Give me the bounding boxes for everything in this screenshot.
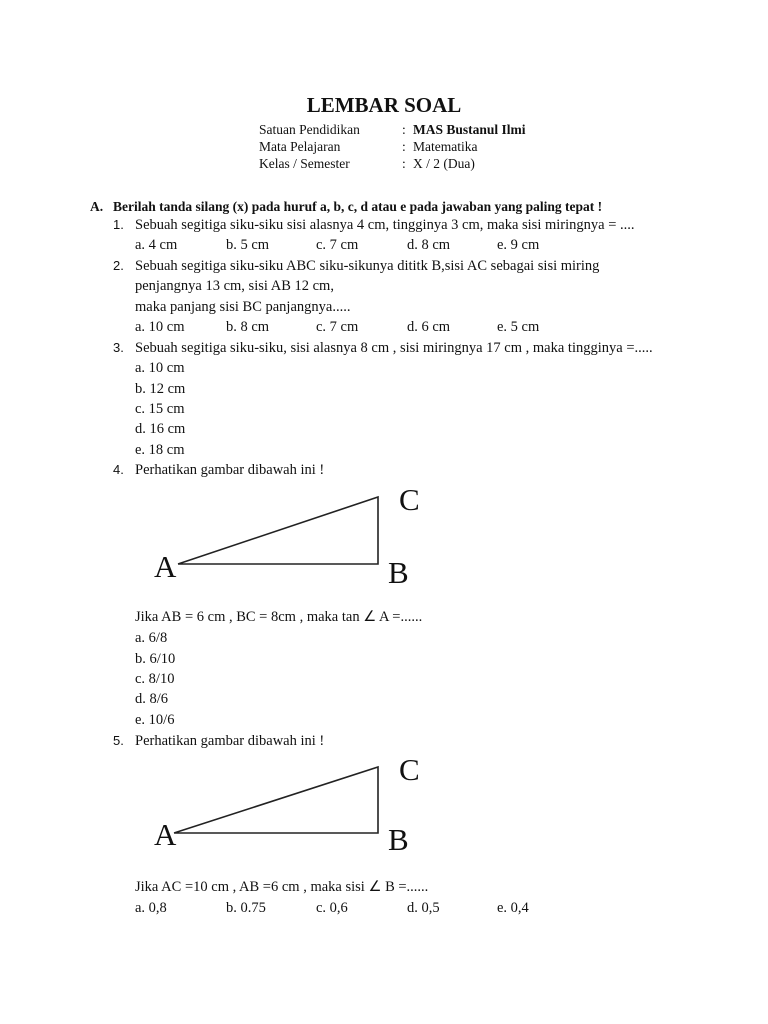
section-instruction: Berilah tanda silang (x) pada huruf a, b, c, d atau e pada jawaban yang paling tepat ! (113, 199, 603, 214)
question-number: 1. (113, 217, 124, 232)
question-prompt: Jika AB = 6 cm , BC = 8cm , maka tan ∠ A =...... (135, 609, 423, 625)
answer-option[interactable]: b. 0.75 (226, 900, 266, 916)
triangle-outline (178, 497, 378, 564)
vertex-label-a: A (154, 817, 177, 852)
answer-option[interactable]: e. 18 cm (135, 442, 185, 458)
header-label-class: Kelas / Semester (259, 156, 350, 171)
question-number: 5. (113, 733, 124, 748)
header-sep-subject: : (402, 139, 406, 154)
answer-option[interactable]: e. 5 cm (497, 319, 540, 335)
answer-option[interactable]: d. 8 cm (407, 237, 451, 253)
question-text: Sebuah segitiga siku-siku sisi alasnya 4 cm, tingginya 3 cm, maka sisi miringnya = .... (135, 217, 635, 233)
vertex-label-b: B (388, 822, 409, 857)
question-text: Perhatikan gambar dibawah ini ! (135, 462, 325, 478)
answer-option[interactable]: c. 7 cm (316, 237, 359, 253)
question-text: Sebuah segitiga siku-siku, sisi alasnya 8 cm , sisi miringnya 17 cm , maka tingginya =..... (135, 340, 653, 356)
answer-option[interactable]: a. 10 cm (135, 360, 185, 376)
answer-option[interactable]: e. 0,4 (497, 900, 529, 916)
answer-option[interactable]: a. 4 cm (135, 237, 178, 253)
question-text: Perhatikan gambar dibawah ini ! (135, 733, 325, 749)
answer-option[interactable]: d. 16 cm (135, 421, 186, 437)
answer-option[interactable]: e. 9 cm (497, 237, 540, 253)
answer-option[interactable]: b. 5 cm (226, 237, 270, 253)
question-text: Sebuah segitiga siku-siku ABC siku-sikunya dititk B,sisi AC sebagai sisi miring (135, 258, 600, 274)
header-value-subject: Matematika (413, 139, 478, 154)
triangle-figure (150, 480, 430, 590)
answer-option[interactable]: c. 0,6 (316, 900, 348, 916)
triangle-figure (150, 750, 430, 860)
answer-option[interactable]: b. 8 cm (226, 319, 270, 335)
header-value-class: X / 2 (Dua) (413, 156, 475, 171)
triangle-outline (174, 767, 378, 833)
vertex-label-b: B (388, 555, 409, 590)
answer-option[interactable]: b. 12 cm (135, 381, 186, 397)
answer-option[interactable]: d. 8/6 (135, 691, 169, 707)
triangle-diagram (150, 750, 430, 860)
page-title: LEMBAR SOAL (306, 93, 462, 117)
vertex-label-c: C (399, 752, 420, 787)
question-number: 2. (113, 258, 124, 273)
answer-option[interactable]: c. 15 cm (135, 401, 185, 417)
question-text: penjangnya 13 cm, sisi AB 12 cm, (135, 278, 334, 294)
header-sep-school: : (402, 122, 406, 137)
vertex-label-c: C (399, 482, 420, 517)
question-number: 3. (113, 340, 124, 355)
header-value-school: MAS Bustanul Ilmi (413, 122, 526, 137)
question-prompt: Jika AC =10 cm , AB =6 cm , maka sisi ∠ B =...... (135, 879, 429, 895)
answer-option[interactable]: d. 6 cm (407, 319, 451, 335)
answer-option[interactable]: c. 7 cm (316, 319, 359, 335)
vertex-label-a: A (154, 549, 177, 584)
triangle-diagram (150, 480, 430, 590)
answer-option[interactable]: a. 6/8 (135, 630, 168, 646)
answer-option[interactable]: d. 0,5 (407, 900, 440, 916)
question-number: 4. (113, 462, 124, 477)
header-sep-class: : (402, 156, 406, 171)
answer-option[interactable]: b. 6/10 (135, 651, 176, 667)
header-label-subject: Mata Pelajaran (259, 139, 341, 154)
answer-option[interactable]: a. 10 cm (135, 319, 185, 335)
header-label-school: Satuan Pendidikan (259, 122, 360, 137)
answer-option[interactable]: a. 0,8 (135, 900, 167, 916)
answer-option[interactable]: c. 8/10 (135, 671, 175, 687)
question-text: maka panjang sisi BC panjangnya..... (135, 299, 351, 315)
section-marker: A. (90, 199, 104, 214)
answer-option[interactable]: e. 10/6 (135, 712, 175, 728)
